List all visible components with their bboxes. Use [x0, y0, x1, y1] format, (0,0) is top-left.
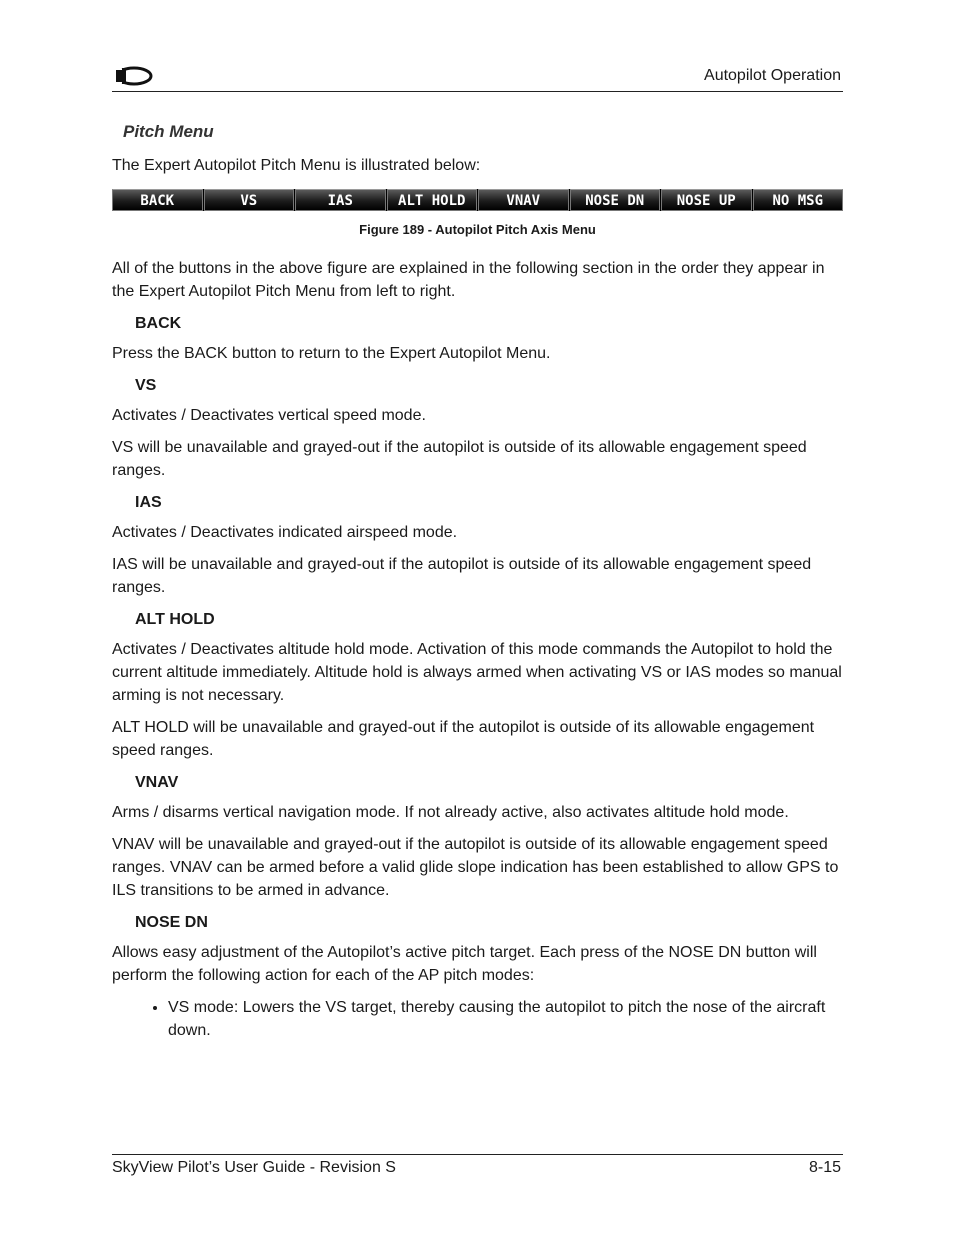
figure-caption: Figure 189 - Autopilot Pitch Axis Menu — [359, 222, 596, 237]
paragraph: Activates / Deactivates altitude hold mode. Activation of this mode commands the Autopilot to hold the current altitude immediately. Altitude hold is always armed when activating VS or IAS modes so manual arming is not necessary. — [112, 641, 842, 704]
menu-button-alt-hold[interactable]: ALT HOLD — [387, 189, 478, 211]
subheading-alt-hold: ALT HOLD — [135, 611, 215, 628]
paragraph: VS will be unavailable and grayed-out if the autopilot is outside of its allowable engagement speed ranges. — [112, 439, 807, 479]
footer-title: SkyView Pilot’s User Guide - Revision S — [112, 1159, 396, 1176]
subheading-nose-dn: NOSE DN — [135, 914, 208, 931]
subheading-vs: VS — [135, 377, 157, 394]
subheading-vnav: VNAV — [135, 774, 179, 791]
menu-button-vnav[interactable]: VNAV — [478, 189, 569, 211]
menu-button-nose-up[interactable]: NOSE UP — [661, 189, 752, 211]
menu-button-no-msg[interactable]: NO MSG — [753, 189, 844, 211]
header-title: Autopilot Operation — [704, 67, 841, 84]
body-text — [112, 257, 843, 1042]
paragraph: Press the BACK button to return to the Expert Autopilot Menu. — [112, 345, 551, 362]
paragraph: All of the buttons in the above figure are explained in the following section in the order they appear in the Expert Autopilot Pitch Menu from left to right. — [112, 260, 825, 300]
pitch-menu-bar — [112, 189, 843, 211]
intro-text: The Expert Autopilot Pitch Menu is illustrated below: — [112, 157, 481, 174]
page-number: 8-15 — [808, 1159, 841, 1176]
paragraph: Arms / disarms vertical navigation mode. If not already active, also activates altitude hold mode. — [112, 804, 789, 821]
paragraph: Activates / Deactivates indicated airspeed mode. — [112, 524, 458, 541]
paragraph: VNAV will be unavailable and grayed-out if the autopilot is outside of its allowable engagement speed ranges. VNAV can be armed before a valid glide slope indication has been established to allow GPS to ILS transitions to be armed in advance. — [112, 836, 839, 899]
menu-button-nose-dn[interactable]: NOSE DN — [570, 189, 661, 211]
dynon-logo-icon — [112, 66, 154, 86]
menu-button-back[interactable]: BACK — [112, 189, 203, 211]
bullet-list — [112, 996, 843, 1042]
paragraph: Allows easy adjustment of the Autopilot’s active pitch target. Each press of the NOSE DN button will perform the following action for each of the AP pitch modes: — [112, 944, 817, 984]
menu-button-vs[interactable]: VS — [204, 189, 295, 211]
paragraph: Activates / Deactivates vertical speed mode. — [112, 407, 426, 424]
subheading-back: BACK — [135, 315, 182, 332]
page-footer — [112, 1154, 843, 1176]
page-header — [112, 64, 843, 92]
paragraph: IAS will be unavailable and grayed-out if the autopilot is outside of its allowable engagement speed ranges. — [112, 556, 812, 596]
list-item: • VS mode: Lowers the VS target, thereby causing the autopilot to pitch the nose of the aircraft down. — [168, 996, 843, 1042]
document-page — [112, 0, 843, 1235]
section-title: Pitch Menu — [123, 122, 214, 141]
menu-button-ias[interactable]: IAS — [295, 189, 386, 211]
subheading-ias: IAS — [135, 494, 162, 511]
paragraph: ALT HOLD will be unavailable and grayed-out if the autopilot is outside of its allowable engagement speed ranges. — [112, 719, 815, 759]
